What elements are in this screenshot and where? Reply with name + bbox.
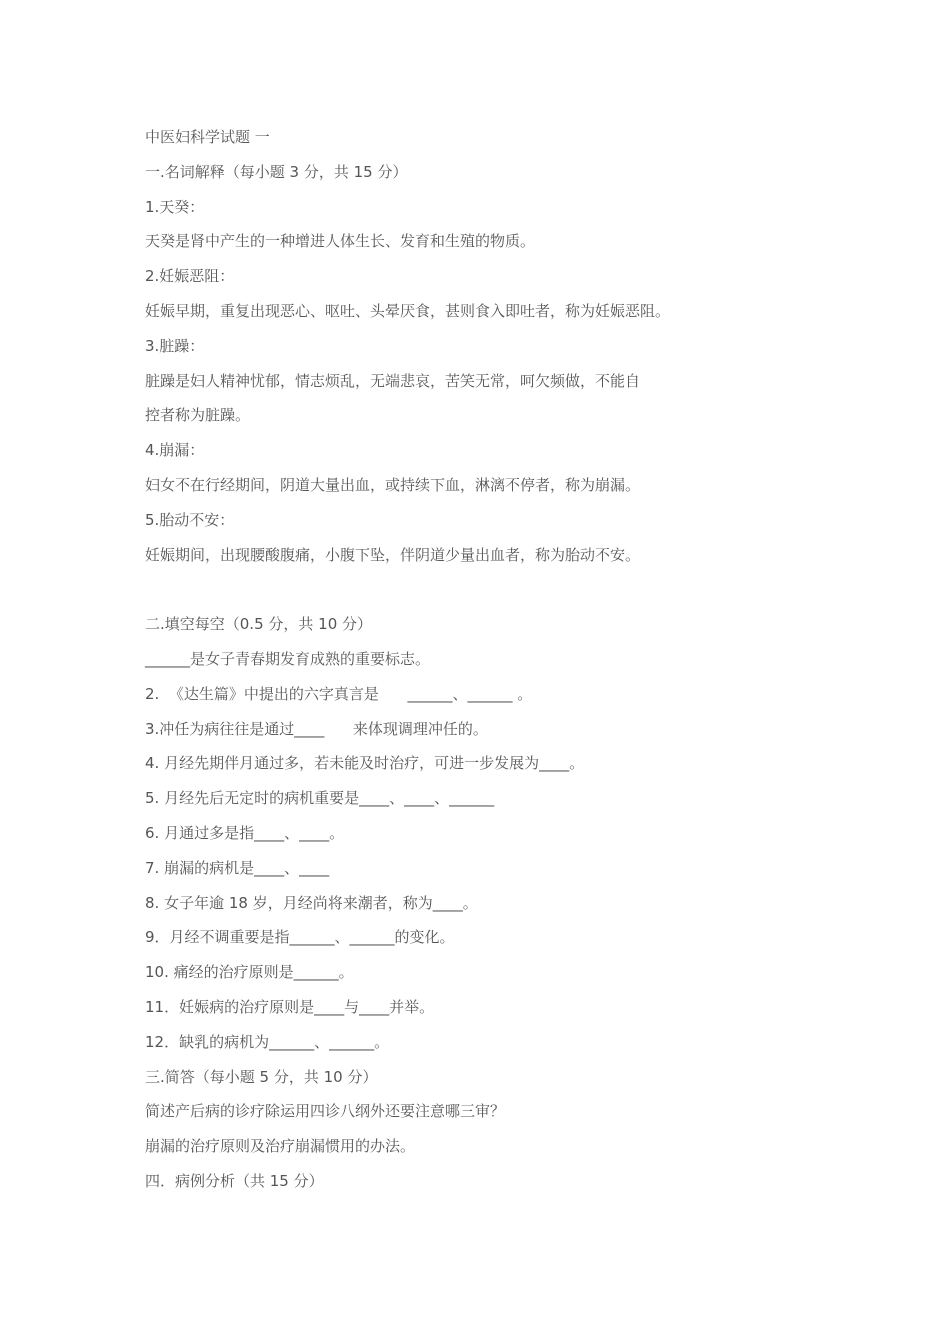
term-3: 3.脏躁：: [145, 336, 205, 355]
short-answer-1: 简述产后病的诊疗除运用四诊八纲外还要注意哪三审？: [145, 1102, 506, 1121]
fill-blank-4: 4. 月经先期伴月通过多，若未能及时治疗，可进一步发展为____。: [145, 754, 585, 773]
definition-1: 天癸是肾中产生的一种增进人体生长、发育和生殖的物质。: [145, 232, 536, 251]
definition-3: 脏躁是妇人精神忧郁，情志烦乱，无端悲哀，苦笑无常，呵欠频做，不能自: [145, 371, 641, 390]
fill-blank-8: 8. 女子年逾 18 岁，月经尚将来潮者，称为____。: [145, 893, 478, 912]
section-3-heading: 三.简答（每小题 5 分，共 10 分）: [145, 1067, 378, 1086]
definition-5: 妊娠期间，出现腰酸腹痛，小腹下坠，伴阴道少量出血者，称为胎动不安。: [145, 545, 641, 564]
fill-blank-9: 9．月经不调重要是指______、______的变化。: [145, 928, 455, 947]
fill-blank-2: 2. 《达生篇》中提出的六字真言是 ______、______ 。: [145, 684, 533, 703]
definition-4: 妇女不在行经期间，阴道大量出血，或持续下血，淋漓不停者，称为崩漏。: [145, 475, 641, 494]
term-5: 5.胎动不安：: [145, 510, 235, 529]
definition-2: 妊娠早期，重复出现恶心、呕吐、头晕厌食，甚则食入即吐者，称为妊娠恶阻。: [145, 301, 671, 320]
short-answer-2: 崩漏的治疗原则及治疗崩漏惯用的办法。: [145, 1137, 416, 1156]
fill-blank-7: 7. 崩漏的病机是____、____: [145, 858, 330, 877]
fill-blank-11: 11．妊娠病的治疗原则是____与____并举。: [145, 997, 435, 1016]
fill-blank-6: 6. 月通过多是指____、____。: [145, 823, 345, 842]
fill-blank-3: 3.冲任为病往往是通过____ 来体现调理冲任的。: [145, 719, 488, 738]
fill-blank-1: ______是女子青春期发育成熟的重要标志。: [145, 649, 431, 668]
document-body: [145, 124, 885, 1203]
term-4: 4.崩漏：: [145, 441, 205, 460]
term-2: 2.妊娠恶阻：: [145, 267, 235, 286]
definition-3-continued: 控者称为脏躁。: [145, 406, 251, 425]
document-title: 中医妇科学试题 一: [145, 128, 270, 146]
section-1-heading: 一.名词解释（每小题 3 分，共 15 分）: [145, 162, 408, 181]
section-4-heading: 四．病例分析（共 15 分）: [145, 1171, 324, 1190]
fill-blank-12: 12．缺乳的病机为______、______。: [145, 1032, 390, 1051]
fill-blank-10: 10. 痛经的治疗原则是______。: [145, 963, 354, 982]
fill-blank-5: 5. 月经先后无定时的病机重要是____、____、______: [145, 789, 495, 808]
section-2-heading: 二.填空每空（0.5 分，共 10 分）: [145, 615, 373, 634]
term-1: 1.天癸：: [145, 197, 205, 216]
blank-line: [145, 576, 885, 611]
